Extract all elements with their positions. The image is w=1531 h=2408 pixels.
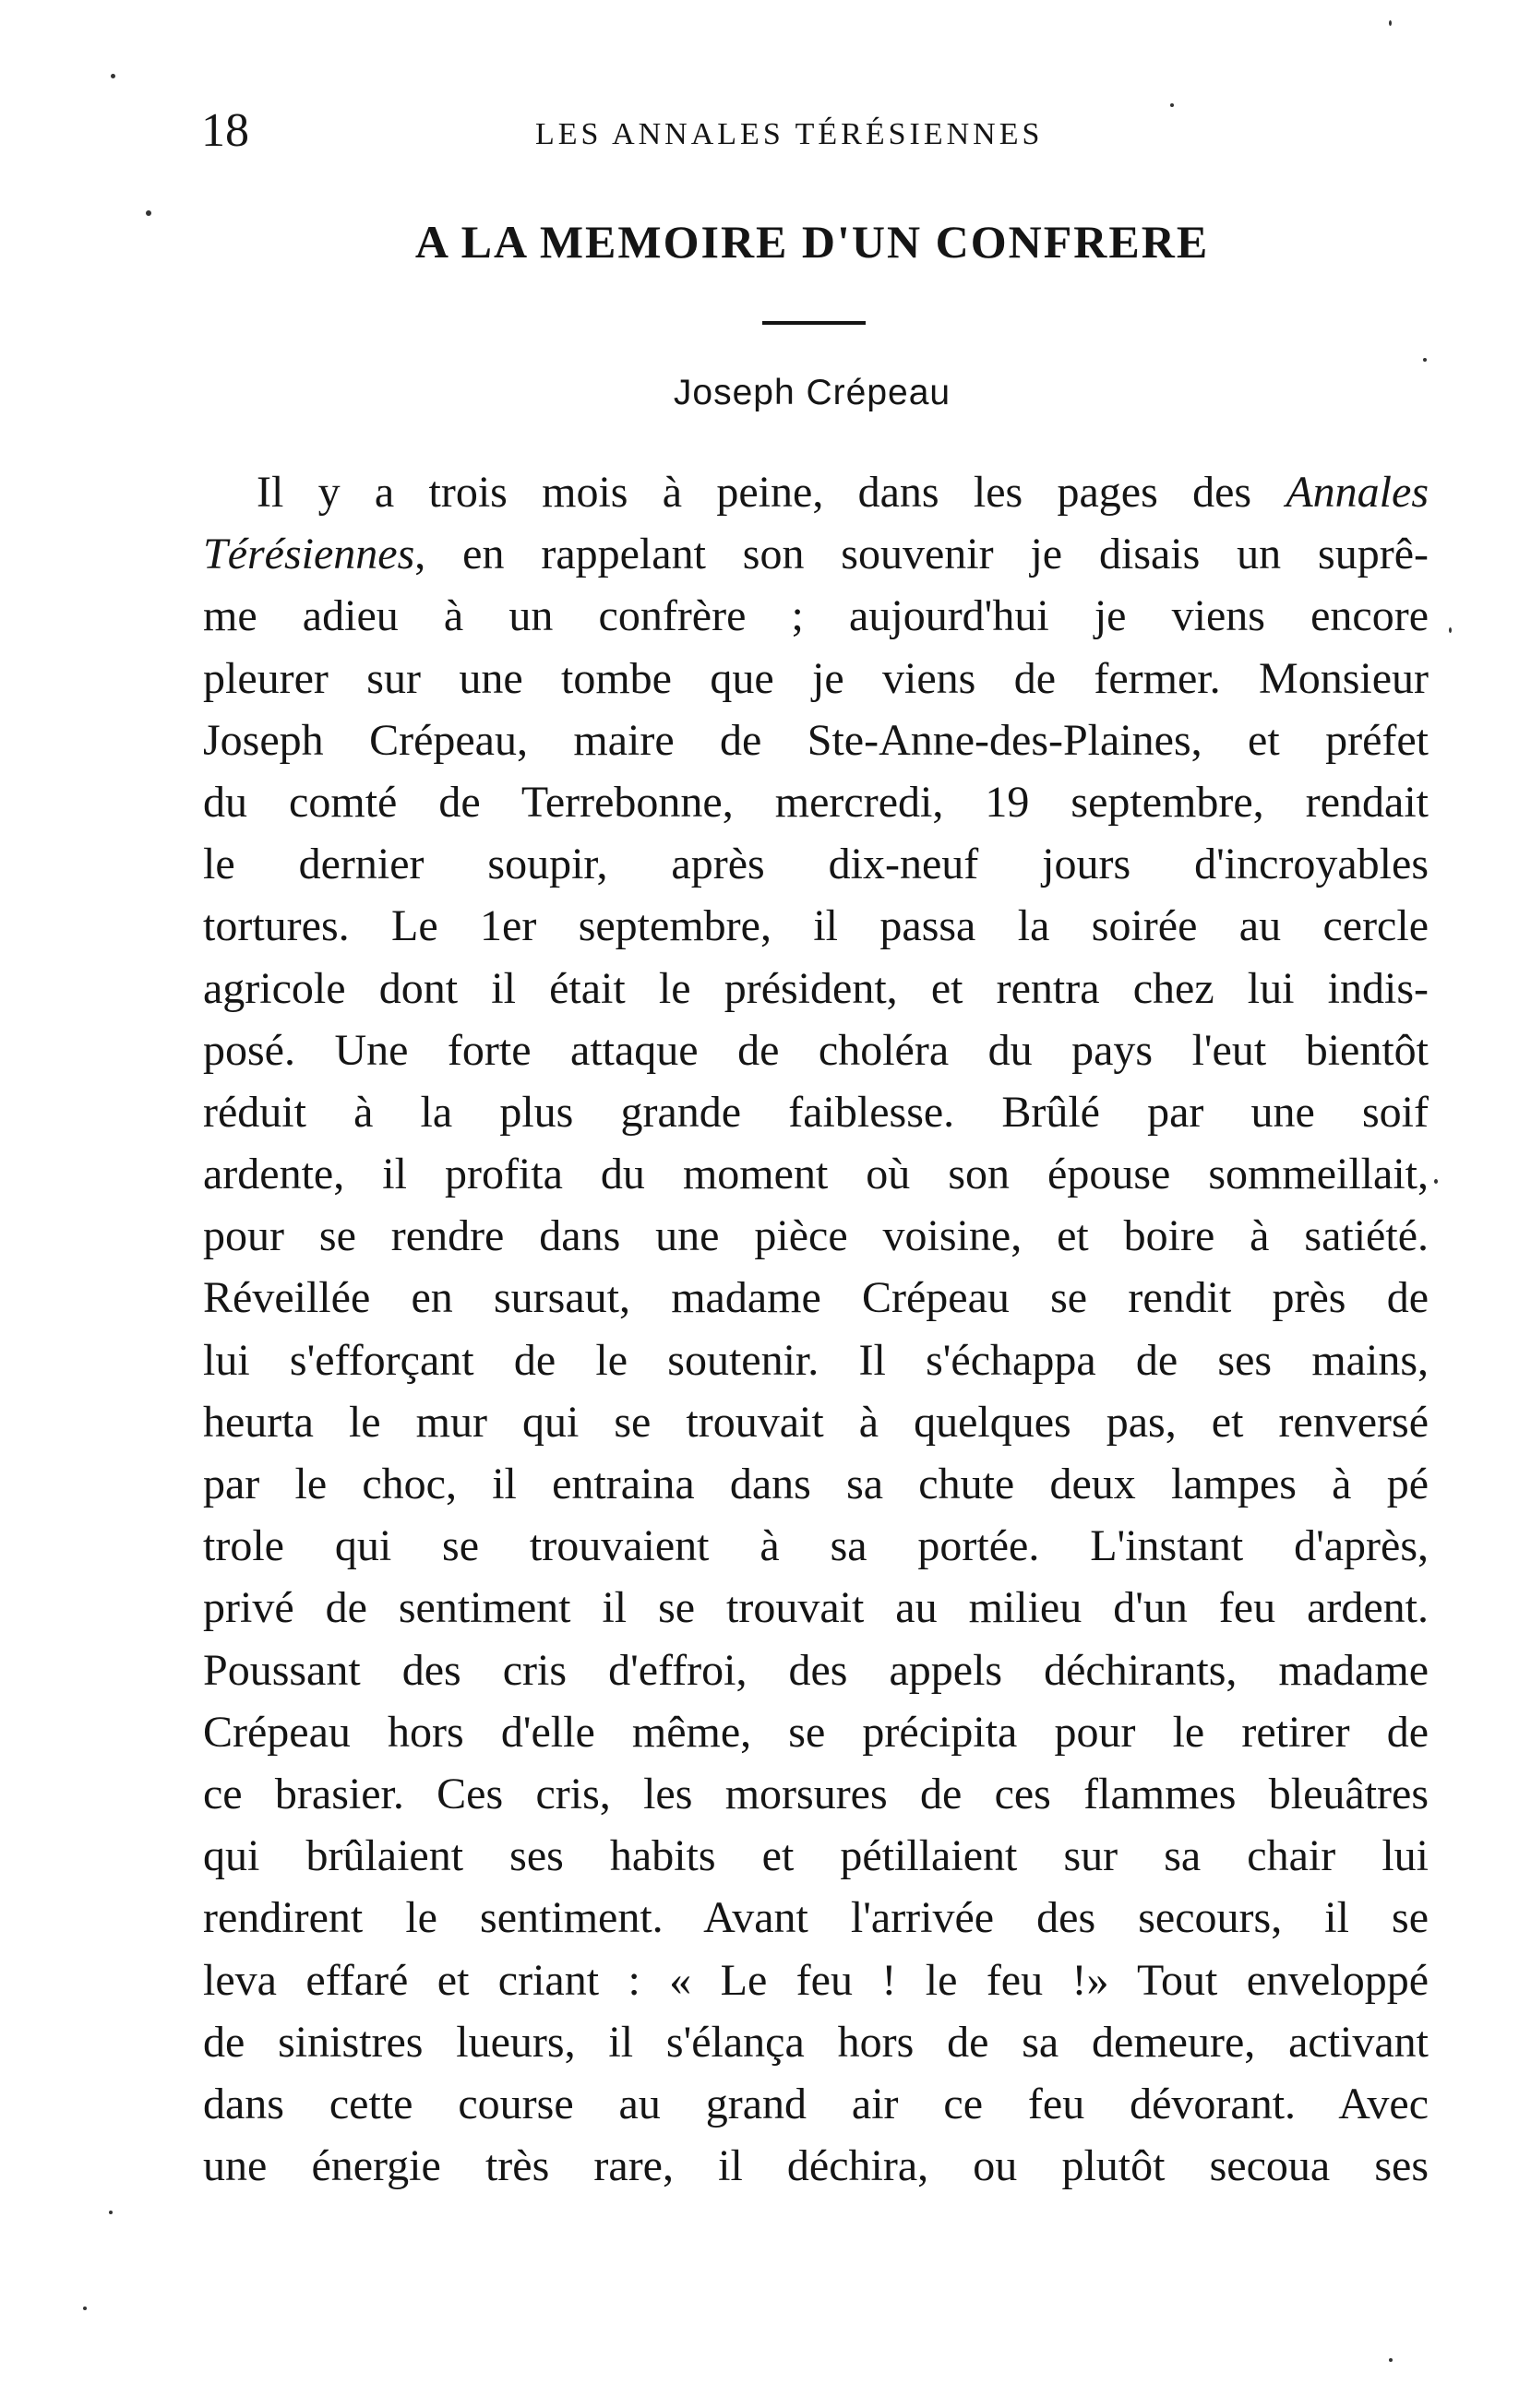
scan-speck	[1449, 627, 1452, 633]
body-line: Crépeau hors d'elle même, se précipita pour le retirer de	[203, 1707, 1429, 1757]
body-line: trole qui se trouvaient à sa portée. L'instant d'après,	[203, 1521, 1429, 1571]
scan-speck	[1423, 358, 1427, 362]
body-line: le dernier soupir, après dix-neuf jours d'incroyables	[203, 840, 1429, 889]
body-line: une énergie très rare, il déchira, ou plutôt secoua ses	[203, 2141, 1429, 2191]
article-subtitle: Joseph Crépeau	[673, 373, 951, 412]
body-line: tortures. Le 1er septembre, il passa la soirée au cercle	[203, 901, 1429, 951]
scan-speck	[1170, 103, 1174, 107]
body-line: ardente, il profita du moment où son épouse sommeillait,	[203, 1150, 1429, 1199]
body-line: de sinistres lueurs, il s'élança hors de sa demeure, activant	[203, 2017, 1429, 2067]
body-line: heurta le mur qui se trouvait à quelques pas, et renversé	[203, 1397, 1429, 1447]
body-line: Térésiennes, en rappelant son souvenir je disais un suprê-	[203, 530, 1429, 579]
body-line: ce brasier. Ces cris, les morsures de ces flammes bleuâtres	[203, 1769, 1429, 1818]
page-number: 18	[201, 104, 249, 157]
body-line: Joseph Crépeau, maire de Ste-Anne-des-Plaines, et préfet	[203, 715, 1429, 765]
title-rule	[762, 321, 866, 325]
body-line: privé de sentiment il se trouvait au milieu d'un feu ardent.	[203, 1583, 1429, 1633]
scan-speck	[1389, 20, 1392, 26]
article-title: A LA MEMOIRE D'UN CONFRERE	[414, 216, 1210, 268]
body-line: Poussant des cris d'effroi, des appels déchirants, madame	[203, 1645, 1429, 1695]
scan-speck	[109, 2211, 113, 2214]
body-line: Il y a trois mois à peine, dans les pages des Annales	[257, 468, 1429, 517]
article-body	[203, 461, 1429, 2197]
scan-speck	[1389, 2358, 1393, 2362]
body-line: pleurer sur une tombe que je viens de fermer. Monsieur	[203, 653, 1429, 703]
body-line: Réveillée en sursaut, madame Crépeau se rendit près de	[203, 1273, 1429, 1323]
scan-speck	[83, 2307, 87, 2310]
scan-speck	[111, 74, 115, 78]
body-line: posé. Une forte attaque de choléra du pays l'eut bientôt	[203, 1025, 1429, 1075]
body-line: dans cette course au grand air ce feu dévorant. Avec	[203, 2079, 1429, 2128]
body-line: pour se rendre dans une pièce voisine, et boire à satiété.	[203, 1211, 1429, 1261]
body-line: rendirent le sentiment. Avant l'arrivée des secours, il se	[203, 1893, 1429, 1943]
body-line: leva effaré et criant : « Le feu ! le feu !» Tout enveloppé	[203, 1955, 1429, 2005]
body-line: agricole dont il était le président, et rentra chez lui indis-	[203, 963, 1429, 1013]
scan-speck	[146, 210, 151, 216]
body-line: par le choc, il entraina dans sa chute deux lampes à pé	[203, 1460, 1429, 1508]
running-head: LES ANNALES TÉRÉSIENNES	[535, 117, 1044, 151]
body-line: qui brûlaient ses habits et pétillaient sur sa chair lui	[203, 1831, 1429, 1881]
body-line: lui s'efforçant de le soutenir. Il s'échappa de ses mains,	[203, 1335, 1429, 1385]
body-line: réduit à la plus grande faiblesse. Brûlé par une soif	[203, 1087, 1429, 1137]
scan-speck	[1434, 1179, 1438, 1184]
body-line: du comté de Terrebonne, mercredi, 19 septembre, rendait	[203, 777, 1429, 827]
body-line: me adieu à un confrère ; aujourd'hui je viens encore	[203, 591, 1429, 641]
